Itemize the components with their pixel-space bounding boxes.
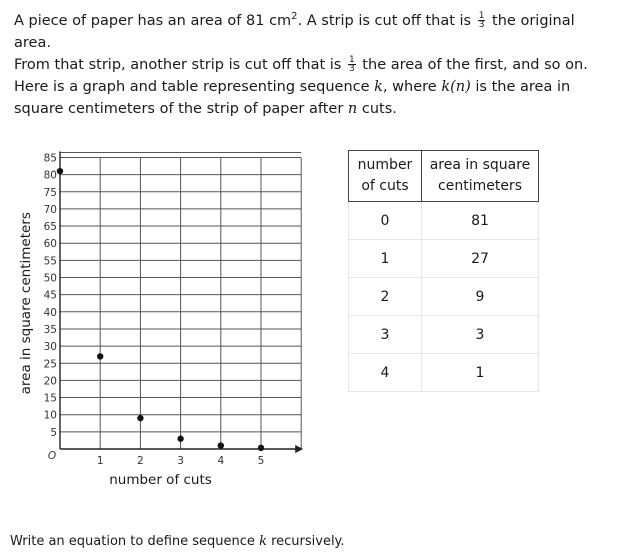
table-cell: 0 xyxy=(349,202,422,240)
table-cell: 2 xyxy=(349,278,422,316)
table-cell: 27 xyxy=(422,240,539,278)
y-tick-label: 25 xyxy=(43,358,57,371)
y-tick-label: 75 xyxy=(43,186,57,199)
x-tick-label: 5 xyxy=(257,455,265,467)
sequence-graph xyxy=(0,140,320,500)
x-axis-label: number of cuts xyxy=(109,472,212,488)
y-tick-label: 45 xyxy=(43,289,57,302)
one-third-fraction: $\frac{1}{3}$ xyxy=(478,11,485,31)
table-cell: 9 xyxy=(422,278,539,316)
data-point xyxy=(57,168,63,174)
y-tick-label: 10 xyxy=(43,409,57,422)
y-tick-label: 85 xyxy=(43,152,57,165)
data-point xyxy=(137,415,143,421)
y-tick-label: 35 xyxy=(43,323,57,336)
x-tick-label: 2 xyxy=(137,455,144,467)
table-row xyxy=(349,354,539,392)
one-third-fraction: $\frac{1}{3}$ xyxy=(348,55,355,75)
y-tick-label: 15 xyxy=(43,392,57,405)
x-tick-label: 4 xyxy=(217,455,225,467)
table-header-cuts: number of cuts xyxy=(349,151,422,202)
question-prompt: Write an equation to define sequence k recursively. xyxy=(10,534,345,549)
table-row xyxy=(349,240,539,278)
y-axis-label: area in square centimeters xyxy=(18,212,34,395)
y-tick-label: 20 xyxy=(43,375,57,388)
data-point xyxy=(97,353,103,359)
table-cell: 4 xyxy=(349,354,422,392)
x-axis-arrow-icon xyxy=(295,445,303,453)
data-point xyxy=(218,442,224,448)
table-cell: 1 xyxy=(349,240,422,278)
data-point xyxy=(177,436,183,442)
y-tick-label: 5 xyxy=(50,426,57,439)
sequence-table xyxy=(348,150,539,392)
y-tick-label: 55 xyxy=(43,255,57,268)
table-cell: 1 xyxy=(422,354,539,392)
table-cell: 81 xyxy=(422,202,539,240)
table-header-area: area in square centimeters xyxy=(422,151,539,202)
table-cell: 3 xyxy=(349,316,422,354)
y-tick-label: 30 xyxy=(43,341,57,354)
x-tick-label: 3 xyxy=(177,455,184,467)
problem-description: Here is a graph and table representing sequence k, where k(n) is the area in square centimeters of the strip of paper after n cuts. xyxy=(14,79,571,117)
table-row xyxy=(349,278,539,316)
y-tick-label: 65 xyxy=(43,221,57,234)
y-tick-label: 40 xyxy=(43,306,57,319)
table-row xyxy=(349,202,539,240)
y-tick-label: 50 xyxy=(43,272,57,285)
origin-label: O xyxy=(47,450,57,462)
table-row xyxy=(349,316,539,354)
data-point xyxy=(258,445,264,451)
x-tick-label: 1 xyxy=(96,455,104,467)
problem-intro: A piece of paper has an area of 81 $cm^2$. A strip is cut off that is $\frac{1}{3}$ the original area. From that strip, another strip is cut off that is $\frac{1}{3}$ the area of the first, and so on. xyxy=(14,11,588,75)
y-tick-label: 60 xyxy=(43,238,57,251)
table-cell: 3 xyxy=(422,316,539,354)
y-tick-label: 80 xyxy=(43,169,57,182)
y-tick-label: 70 xyxy=(43,203,57,216)
